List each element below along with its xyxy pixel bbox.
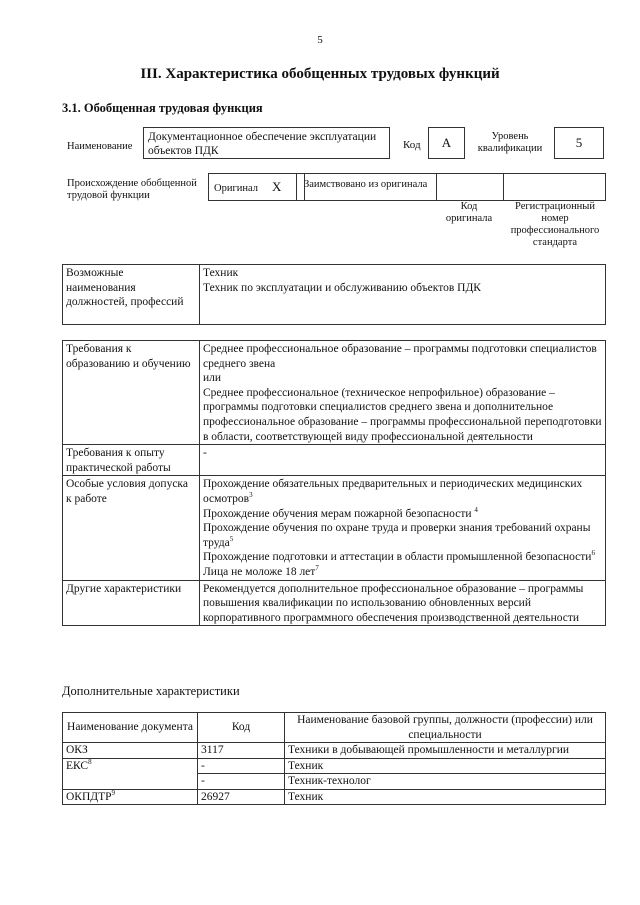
subsection-title: 3.1. Обобщенная трудовая функция: [62, 101, 263, 115]
origin-label: Происхождение обобщенной трудовой функции: [67, 178, 197, 201]
requirement-row-education: [63, 341, 606, 445]
requirement-value: [200, 341, 606, 445]
positions-label: Возможные наименования должностей, профессий: [63, 265, 200, 325]
table-row: [63, 758, 606, 774]
page-number: 5: [317, 34, 323, 46]
row-name: Техник-технолог: [285, 774, 606, 790]
requirement-row-conditions: [63, 476, 606, 580]
name-label: Наименование: [67, 141, 133, 152]
footnote-ref: 6: [591, 549, 595, 558]
header-doc: Наименование документа: [63, 713, 198, 743]
origin-code-box: [436, 173, 606, 201]
row-name: Техник: [285, 789, 606, 805]
requirement-label: Другие характеристики: [63, 580, 200, 626]
requirement-label: Особые условия допуска к работе: [63, 476, 200, 580]
original-mark: X: [272, 179, 282, 194]
footnote-ref: 9: [111, 788, 116, 797]
positions-table: [62, 264, 606, 325]
function-name-value: Документационное обеспечение эксплуатации объектов ПДК: [148, 131, 377, 157]
header-name: Наименование базовой группы, должности (профессии) или специальности: [285, 713, 606, 743]
level-label: Уровень квалификации: [477, 131, 543, 154]
borrowed-top-line: [305, 173, 436, 174]
footnote-ref: 7: [315, 564, 319, 573]
code-original-label: Код оригинала: [445, 201, 493, 224]
code-label: Код: [403, 139, 421, 151]
section-title: III. Характеристика обобщенных трудовых функций: [140, 66, 500, 82]
requirement-line: Среднее профессиональное образование – программы подготовки специалистов среднего звена: [203, 343, 597, 370]
requirement-line: Прохождение обязательных предварительных и периодических медицинских осмотров$^3$: [203, 478, 583, 505]
requirement-value: [200, 476, 606, 580]
header-code: Код: [198, 713, 285, 743]
row-doc: ОКПДТР$^9$: [63, 789, 198, 805]
original-label: Оригинал: [214, 183, 258, 194]
additional-table: [62, 712, 606, 805]
requirement-line: Прохождение обучения по охране труда и проверки знания требований охраны труда$^5$: [203, 522, 591, 549]
table-row: [63, 789, 606, 805]
requirement-row-experience: [63, 445, 606, 476]
requirement-value: Рекомендуется дополнительное профессиональное образование – программы повышения квалификации по использованию обновленных версий корпоративного программного обеспечения производственной деятельности: [200, 580, 606, 626]
requirement-line: Среднее профессиональное (техническое непрофильное) образование – программы подготовки специалистов среднего звена и дополнительное профессиональное образование – программы профессиональной переподготовки в области, соответствующей виду профессиональной деятельности: [203, 386, 602, 443]
row-name: Техник: [285, 758, 606, 774]
requirement-line: или: [203, 372, 222, 385]
footnote-ref: 5: [229, 534, 234, 543]
footnote-ref: 4: [474, 505, 478, 514]
code-value: А: [428, 127, 465, 159]
requirement-label: Требования к опыту практической работы: [63, 445, 200, 476]
row-code: -: [198, 774, 285, 790]
table-row: [63, 743, 606, 759]
row-doc: ОКЗ: [63, 743, 198, 759]
level-value: 5: [554, 127, 604, 159]
borrowed-label: Заимствовано из оригинала: [304, 179, 428, 190]
row-name: Техники в добывающей промышленности и металлургии: [285, 743, 606, 759]
reg-number-label: Регистрационный номер профессионального стандарта: [510, 201, 600, 248]
positions-value: [200, 265, 606, 325]
additional-title: Дополнительные характеристики: [62, 684, 240, 698]
origin-code-divider: [503, 173, 504, 201]
position-line: Техник по эксплуатации и обслуживанию объектов ПДК: [203, 281, 481, 294]
additional-header-row: [63, 713, 606, 743]
requirement-line: Прохождение подготовки и аттестации в области промышленной безопасности$^6$: [203, 549, 595, 564]
function-name-box: [143, 127, 390, 159]
row-code: 3117: [198, 743, 285, 759]
requirement-label: Требования к образованию и обучению: [63, 341, 200, 445]
row-code: -: [198, 758, 285, 774]
position-line: Техник: [203, 267, 239, 279]
requirement-line: Прохождение обучения мерам пожарной безопасности $^4$: [203, 505, 478, 520]
requirement-row-other: [63, 580, 606, 626]
requirements-table: [62, 340, 606, 626]
row-code: 26927: [198, 789, 285, 805]
requirement-line: Лица не моложе 18 лет$^7$: [203, 564, 319, 578]
requirement-value: -: [200, 445, 606, 476]
borrowed-bottom-line: [305, 200, 436, 201]
row-doc: ЕКС$^8$: [63, 758, 198, 789]
footnote-ref: 8: [88, 757, 92, 766]
original-divider: [296, 173, 297, 201]
footnote-ref: 3: [249, 491, 253, 500]
